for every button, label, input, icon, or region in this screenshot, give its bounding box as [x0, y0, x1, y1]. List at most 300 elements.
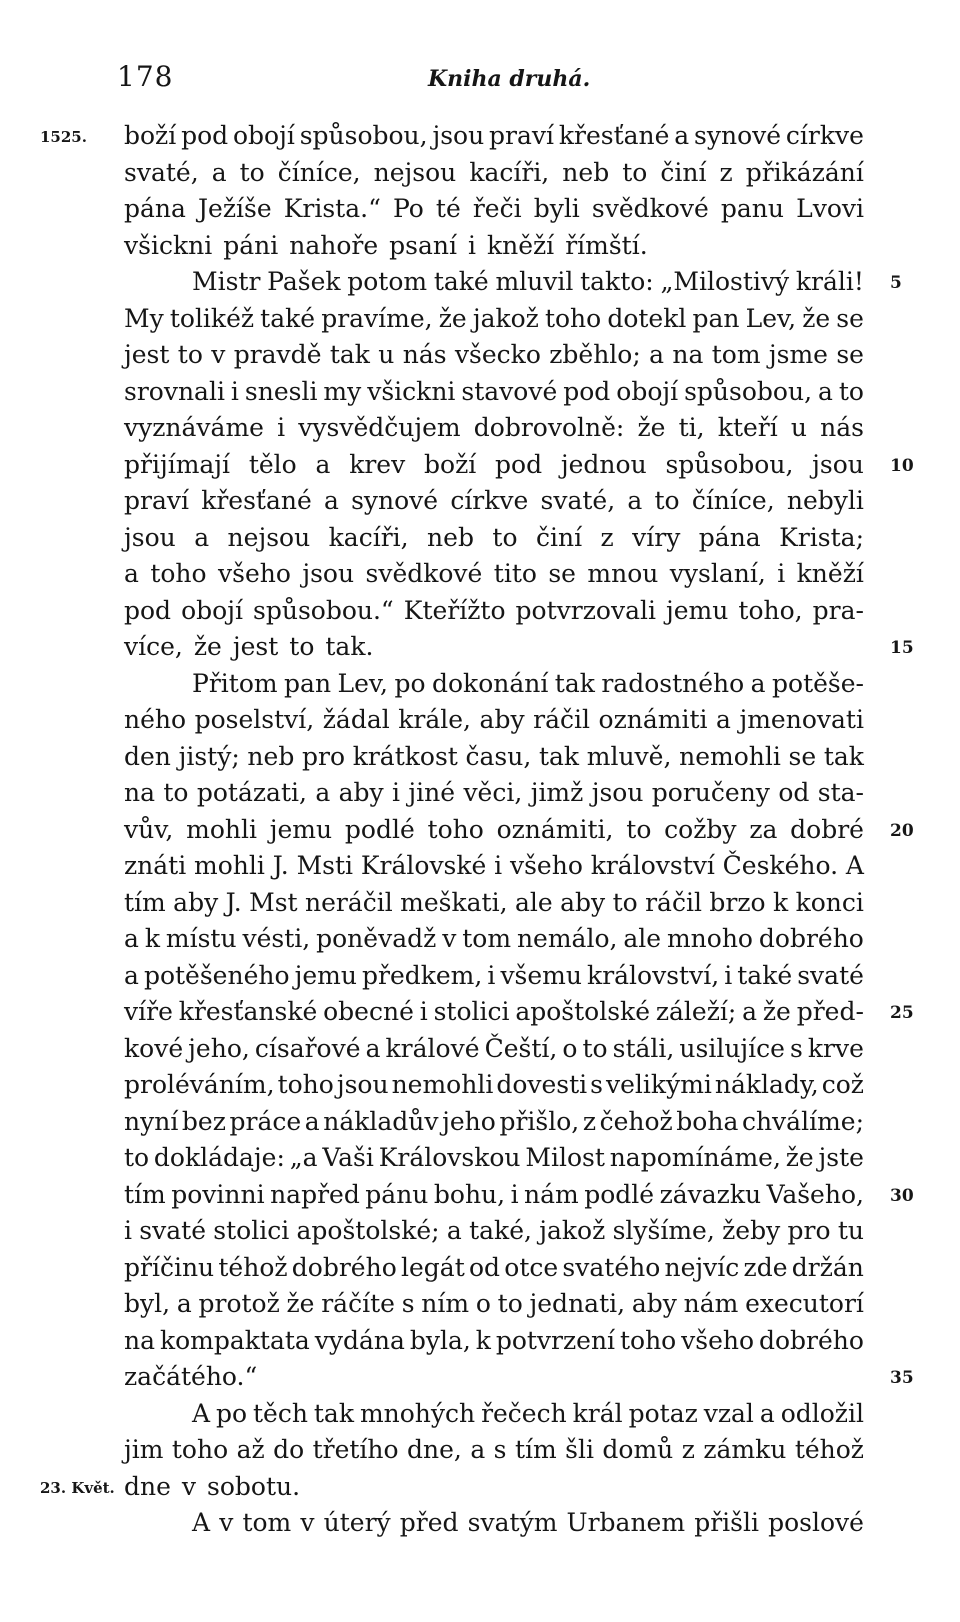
text-word: Vašeho, — [766, 1179, 864, 1209]
text-word: pána — [124, 194, 186, 223]
text-word: nás — [820, 413, 864, 442]
text-word: oznámiti — [598, 705, 708, 734]
text-word: J. — [225, 887, 242, 917]
text-word: Lvovi — [796, 194, 864, 223]
text-word: poselství, — [194, 705, 315, 734]
text-line — [124, 374, 864, 411]
text-word: záleží; — [655, 997, 737, 1026]
text-word: apoštolské — [515, 997, 650, 1026]
text-word: číníce, — [691, 486, 775, 515]
text-word: práce — [229, 1106, 302, 1136]
text-word: úterý — [323, 1508, 391, 1537]
text-word: nemohli — [391, 1070, 494, 1099]
text-line — [124, 1323, 864, 1360]
text-word: že — [286, 1289, 315, 1318]
text-word: dne, — [407, 1435, 462, 1464]
text-word: dne — [124, 1471, 171, 1501]
text-word: o — [562, 1033, 578, 1063]
text-word: svaté, — [124, 157, 199, 187]
text-word: spůsobou, — [684, 376, 813, 406]
text-word: radostného — [601, 668, 745, 698]
text-word: držán — [791, 1252, 864, 1282]
text-word: stolici — [433, 997, 510, 1026]
text-word: že — [438, 303, 467, 333]
text-word: a — [194, 522, 210, 552]
text-word: tito — [493, 559, 537, 588]
text-word: tom — [462, 924, 512, 953]
text-word: tak — [313, 1398, 354, 1428]
text-word: žeby — [722, 1216, 781, 1245]
text-word: a — [124, 559, 139, 588]
text-word: boha — [676, 1106, 739, 1136]
text-word: také, — [469, 1216, 532, 1245]
text-word: sobotu. — [207, 1471, 301, 1501]
text-word: řeči — [472, 194, 522, 223]
text-word: tak — [329, 340, 370, 369]
text-word: tak — [554, 668, 595, 698]
text-word: že — [762, 997, 791, 1026]
text-word: potázati, — [196, 778, 307, 807]
text-word: Ježíše — [198, 194, 272, 223]
text-word: takto: — [580, 267, 654, 296]
text-word: jmenovati — [739, 705, 864, 734]
text-word: a — [817, 376, 833, 406]
text-word: křesťanské — [178, 997, 318, 1026]
text-line — [124, 520, 864, 557]
text-line — [124, 885, 864, 922]
text-word: potom — [347, 267, 428, 296]
text-word: jste — [818, 1143, 864, 1172]
text-word: i — [392, 778, 401, 807]
text-line — [124, 958, 864, 995]
text-word: jakož — [539, 1216, 606, 1245]
text-word: na — [124, 778, 156, 807]
text-word: tělo — [248, 449, 297, 479]
text-word: dobrovolně: — [473, 413, 625, 442]
text-word: mohli — [186, 814, 257, 844]
text-word: těch — [253, 1398, 308, 1428]
text-word: jimž — [530, 778, 584, 807]
text-line — [124, 191, 864, 228]
text-line — [124, 848, 864, 885]
text-word: vysvědčujem — [298, 413, 461, 442]
text-word: aby — [479, 705, 525, 734]
text-word: na — [124, 1325, 156, 1355]
text-word: nám — [524, 1179, 579, 1209]
text-word: pravíme, — [321, 303, 433, 333]
text-word: to — [838, 376, 864, 406]
text-word: tím — [124, 887, 166, 917]
text-word: i — [467, 230, 476, 260]
text-word: král — [572, 1398, 623, 1428]
text-word: dokládaje: — [153, 1143, 285, 1172]
text-word: poněvadž — [316, 924, 437, 953]
text-word: neb — [562, 157, 610, 187]
text-word: potěše- — [772, 668, 864, 698]
text-word: toho, — [738, 595, 803, 625]
text-word: ného — [124, 705, 187, 734]
text-word: Msti — [296, 851, 354, 880]
text-word: z — [719, 157, 733, 187]
text-word: dobrého — [758, 924, 864, 953]
text-word: nemohli — [679, 741, 781, 771]
text-word: proléváním, — [124, 1070, 275, 1099]
text-line — [124, 702, 864, 739]
text-word: po — [394, 668, 426, 698]
text-word: věci, — [463, 778, 523, 807]
text-word: u — [790, 413, 807, 442]
text-word: spůsobou.“ — [253, 595, 394, 625]
text-line — [124, 1250, 864, 1287]
text-word: synové — [351, 486, 439, 515]
text-line — [124, 994, 864, 1031]
text-word: víře — [124, 997, 173, 1026]
text-word: byl, — [124, 1289, 171, 1318]
text-word: a — [315, 449, 331, 479]
text-word: od — [468, 1252, 501, 1282]
text-word: to — [626, 814, 652, 844]
text-word: před- — [796, 997, 864, 1026]
text-word: předkem, — [361, 960, 483, 990]
text-line — [124, 1177, 864, 1214]
text-word: pan — [284, 668, 332, 698]
text-word: místu — [165, 924, 237, 953]
text-line — [124, 301, 864, 338]
text-word: A — [192, 1398, 211, 1428]
text-word: Vaši — [322, 1143, 374, 1172]
text-word: všeho — [509, 851, 583, 880]
text-word: v — [181, 1471, 197, 1501]
text-word: pána — [698, 522, 761, 552]
text-word: začátého.“ — [124, 1362, 258, 1391]
text-line — [124, 1469, 864, 1506]
text-word: a — [315, 778, 331, 807]
text-word: kacíři, — [328, 522, 409, 552]
text-line — [124, 739, 864, 776]
text-word: den — [124, 741, 171, 771]
text-word: „a — [289, 1143, 318, 1172]
text-word: dovesti — [496, 1070, 588, 1099]
text-word: poručeny — [651, 778, 770, 807]
text-word: u — [378, 340, 395, 369]
text-word: toho — [544, 303, 602, 333]
text-word: zámku — [703, 1435, 787, 1464]
text-word: odložil — [780, 1398, 864, 1428]
text-word: Čeští, — [484, 1033, 558, 1063]
text-word: kteří — [717, 413, 778, 442]
text-word: jemu — [269, 814, 333, 844]
text-word: poslové — [768, 1508, 864, 1537]
text-word: mluvil — [495, 267, 574, 296]
text-word: i — [124, 1216, 132, 1245]
text-word: obojí — [616, 376, 679, 406]
text-word: jest — [124, 340, 170, 369]
text-word: ti, — [678, 413, 705, 442]
text-word: závazku — [659, 1179, 762, 1209]
text-word: Královské — [360, 851, 487, 880]
text-word: srovnali — [124, 376, 225, 406]
text-word: krve — [807, 1033, 864, 1063]
text-line — [124, 483, 864, 520]
text-word: zde — [743, 1252, 788, 1282]
text-word: z — [582, 1106, 596, 1136]
text-word: oznámiti, — [496, 814, 614, 844]
text-word: podlé — [344, 814, 415, 844]
text-word: a — [627, 486, 643, 515]
text-line — [124, 1067, 864, 1104]
text-word: jednati, — [529, 1289, 626, 1318]
text-word: pánu — [365, 1179, 429, 1209]
text-word: toho — [619, 1325, 677, 1355]
text-word: nahoře — [289, 230, 379, 260]
text-line — [124, 264, 864, 301]
text-word: svaté, — [540, 486, 616, 515]
text-word: nejvíc — [664, 1252, 740, 1282]
text-word: kové — [124, 1033, 184, 1063]
text-word: to — [239, 157, 265, 187]
text-word: že — [785, 1143, 814, 1172]
text-word: nemálo, — [516, 924, 618, 953]
text-word: všickni — [124, 230, 213, 260]
text-word: více, — [124, 632, 183, 661]
text-word: to — [492, 522, 518, 552]
text-word: šli — [565, 1435, 594, 1464]
text-word: tím — [514, 1435, 557, 1464]
text-word: a — [176, 1289, 192, 1318]
text-word: přišlo, — [499, 1106, 580, 1136]
text-word: kompaktata — [159, 1325, 310, 1355]
text-word: času, — [465, 741, 532, 771]
text-word: obecné — [323, 997, 414, 1026]
text-word: přikázání — [745, 157, 864, 187]
text-word: svatého — [562, 1252, 661, 1282]
text-word: chválíme; — [741, 1106, 864, 1136]
text-word: církve — [450, 486, 529, 515]
text-word: Lev, — [337, 668, 389, 698]
text-word: bohu, — [433, 1179, 506, 1209]
text-word: boží — [424, 449, 477, 479]
text-word: to — [163, 778, 189, 807]
text-word: Urbanem — [566, 1508, 686, 1537]
text-word: domů — [602, 1435, 674, 1464]
text-word: kněží — [796, 559, 864, 588]
text-word: se — [836, 340, 864, 369]
text-word: jakož — [472, 303, 539, 333]
text-word: v — [219, 1508, 234, 1537]
text-word: téhož — [794, 1435, 864, 1464]
text-line — [124, 337, 864, 374]
text-word: se — [788, 741, 817, 771]
text-word: legát — [401, 1252, 465, 1282]
margin-line-number: 15 — [890, 638, 914, 658]
text-word: Lev, — [745, 303, 797, 333]
text-word: a — [742, 997, 758, 1026]
text-word: náklady, — [714, 1070, 819, 1099]
text-word: jsme — [768, 340, 828, 369]
text-word: v — [300, 1508, 315, 1537]
text-line — [124, 775, 864, 812]
text-word: zběhlo; — [549, 340, 641, 369]
text-word: pod — [124, 595, 172, 625]
text-word: potěšeného — [143, 960, 290, 990]
text-word: císařové — [254, 1033, 361, 1063]
text-word: nyní — [124, 1106, 179, 1136]
text-word: třetího — [312, 1435, 399, 1464]
text-word: vésti, — [242, 924, 311, 953]
text-word: od — [778, 778, 810, 807]
text-word: jsou — [336, 1070, 389, 1099]
text-word: jeho, — [188, 1033, 250, 1063]
text-word: také — [260, 303, 316, 333]
text-word: pra- — [812, 595, 864, 625]
text-word: dobrého — [291, 1252, 397, 1282]
text-word: tom — [242, 1508, 292, 1537]
text-word: spůsobou, — [299, 121, 428, 150]
text-word: obojí — [181, 595, 243, 625]
text-word: také — [433, 267, 489, 296]
text-word: stavové — [461, 376, 558, 406]
text-line — [124, 1396, 864, 1433]
text-word: byli — [533, 194, 580, 223]
text-word: i — [494, 851, 503, 880]
text-word: sta- — [817, 778, 864, 807]
text-word: k — [772, 887, 789, 917]
text-word: stáli, — [612, 1033, 675, 1063]
body-text — [124, 118, 864, 1542]
text-word: Mistr — [192, 267, 261, 296]
text-word: nás — [402, 340, 447, 369]
margin-line-number: 20 — [890, 820, 914, 841]
text-word: pod — [495, 449, 543, 479]
text-word: všemu — [500, 960, 582, 990]
text-word: nejsou — [227, 522, 311, 552]
text-word: A — [845, 851, 864, 880]
text-word: křesťané — [201, 486, 312, 515]
text-word: s — [590, 1070, 604, 1099]
text-word: pan — [692, 303, 740, 333]
text-word: napomínáme, — [609, 1143, 781, 1172]
text-word: a — [649, 340, 665, 369]
text-word: kacíři, — [469, 157, 550, 187]
text-word: a — [446, 1216, 462, 1245]
margin-line-number: 35 — [890, 1368, 914, 1388]
text-word: i — [230, 376, 239, 406]
text-word: jsou — [124, 522, 176, 552]
text-word: království, — [587, 960, 720, 990]
text-word: mnou — [587, 559, 659, 588]
text-word: praví — [124, 486, 189, 515]
text-word: před — [399, 1508, 459, 1537]
text-word: ráčil — [533, 705, 590, 734]
text-word: slyšíme, — [612, 1216, 715, 1245]
text-word: téhož — [218, 1252, 288, 1282]
text-word: byla, — [409, 1325, 471, 1355]
text-word: pravdě — [233, 340, 322, 369]
text-word: tom — [711, 340, 761, 369]
text-line — [124, 1286, 864, 1323]
text-word: meškati, — [400, 887, 508, 917]
text-word: pro — [787, 1216, 831, 1245]
text-word: boží — [124, 121, 177, 150]
text-word: na — [672, 340, 704, 369]
text-word: J. — [272, 851, 289, 880]
text-word: napřed — [270, 1179, 360, 1209]
text-word: králi! — [795, 267, 864, 296]
text-word: v — [211, 340, 226, 369]
text-word: příčinu — [124, 1252, 215, 1282]
text-word: po — [216, 1398, 248, 1428]
text-word: Krista; — [779, 522, 864, 552]
text-line — [124, 921, 864, 958]
text-line — [124, 410, 864, 447]
text-word: i — [510, 1179, 519, 1209]
text-word: že — [193, 632, 222, 661]
text-word: obojí — [232, 121, 295, 150]
text-word: jsou — [432, 121, 485, 150]
text-word: Milost — [525, 1143, 605, 1172]
text-word: snesli — [244, 376, 318, 406]
text-word: svatým — [467, 1508, 558, 1537]
margin-line-number: 10 — [890, 455, 914, 476]
text-word: že — [637, 413, 666, 442]
text-word: My — [124, 303, 164, 333]
margin-line-number: 30 — [890, 1185, 914, 1206]
text-word: za — [749, 814, 778, 844]
text-word: vyznáváme — [124, 413, 264, 442]
text-word: brzo — [709, 887, 766, 917]
text-word: toho — [277, 1070, 334, 1099]
text-word: a — [750, 668, 766, 698]
text-word: jednou — [560, 449, 647, 479]
text-word: podlé — [584, 1179, 655, 1209]
text-line — [124, 118, 864, 155]
text-word: kněží — [486, 230, 555, 260]
text-word: jest — [232, 632, 279, 661]
text-word: z — [681, 1435, 695, 1464]
text-word: k — [475, 1325, 491, 1355]
text-word: nákladův — [323, 1106, 439, 1136]
text-word: o — [475, 1289, 491, 1318]
text-word: panu — [720, 194, 784, 223]
text-word: dobré — [790, 814, 864, 844]
text-word: Po — [392, 194, 424, 223]
text-word: pro — [302, 741, 346, 771]
text-word: činí — [660, 157, 707, 187]
text-word: se — [548, 559, 576, 588]
text-word: svaté — [797, 960, 864, 990]
text-word: a — [674, 121, 690, 150]
text-word: jsou — [812, 449, 864, 479]
text-line — [124, 1505, 864, 1542]
text-word: všeho — [681, 1325, 755, 1355]
text-word: mnohých — [359, 1398, 476, 1428]
text-word: ale — [623, 924, 662, 953]
text-word: to — [289, 632, 315, 661]
text-word: protož — [198, 1289, 280, 1318]
text-word: dotekl — [607, 303, 687, 333]
text-word: vzal — [703, 1398, 754, 1428]
text-word: bez — [181, 1106, 226, 1136]
text-word: to — [622, 157, 648, 187]
text-word: praví — [489, 121, 555, 150]
text-word: všickni — [367, 376, 456, 406]
text-word: potvrzovali — [515, 595, 656, 625]
text-line — [124, 155, 864, 192]
text-word: nám — [683, 1289, 739, 1318]
text-word: té — [435, 194, 461, 223]
text-word: ním — [421, 1289, 470, 1318]
text-word: království — [590, 851, 715, 880]
